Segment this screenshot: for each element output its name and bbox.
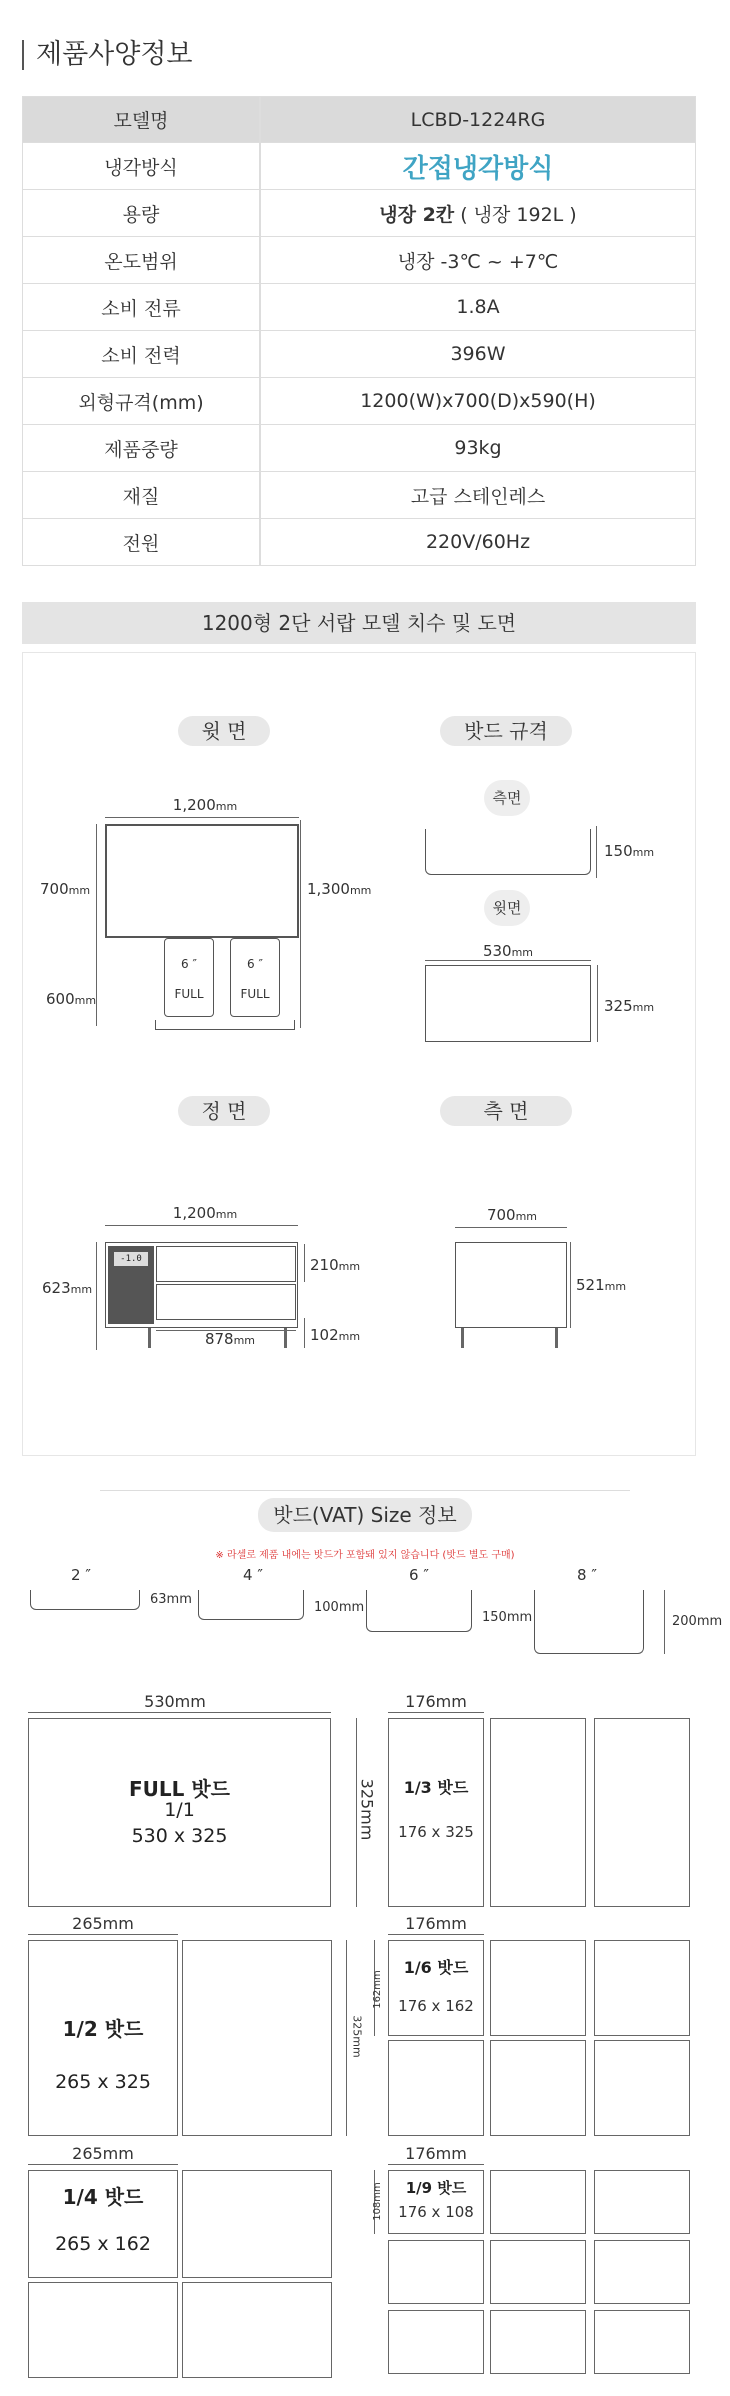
ninth-vat-dims: 176 x 108 bbox=[398, 2203, 474, 2221]
slot-label: FULL bbox=[174, 987, 204, 1001]
ninth-vat-name: 1/9 밧드 bbox=[405, 2179, 467, 2197]
side-height-label bbox=[604, 842, 654, 860]
spec-key: 재질 bbox=[22, 472, 260, 519]
dim-line bbox=[105, 817, 299, 818]
dim-line bbox=[28, 1712, 331, 1713]
top-total-label bbox=[307, 880, 371, 898]
control-panel bbox=[108, 1246, 154, 1324]
spec-value: 냉장 -3℃ ~ +7℃ bbox=[260, 237, 696, 284]
side-badge: 측면 bbox=[484, 780, 530, 816]
top-depth-label bbox=[46, 990, 96, 1008]
ninth-vat bbox=[490, 2310, 586, 2374]
unit: mm bbox=[74, 994, 97, 1007]
dim-line bbox=[96, 824, 97, 1026]
spec-header-row bbox=[22, 96, 696, 143]
spec-row bbox=[22, 331, 696, 378]
dim-line bbox=[597, 965, 598, 1042]
spec-row bbox=[22, 425, 696, 472]
dim-line bbox=[28, 1934, 178, 1935]
ninth-height: 108mm bbox=[371, 2182, 383, 2221]
dim-line bbox=[300, 820, 301, 1028]
vat-top-depth: 325 bbox=[604, 997, 633, 1015]
drawing-section-title: 1200형 2단 서랍 모델 치수 및 도면 bbox=[22, 602, 696, 644]
ninth-vat bbox=[594, 2310, 690, 2374]
dim-line bbox=[346, 1940, 347, 2136]
side-view-title: 측 면 bbox=[440, 1096, 572, 1126]
quarter-vat bbox=[182, 2170, 332, 2278]
spec-value bbox=[260, 190, 696, 237]
sixth-vat bbox=[388, 2040, 484, 2136]
quarter-vat bbox=[28, 2170, 178, 2278]
spec-value: 1.8A bbox=[260, 284, 696, 331]
full-vat-name: FULL 밧드 bbox=[129, 1777, 230, 1801]
ninth-vat bbox=[388, 2240, 484, 2304]
base bbox=[155, 1020, 295, 1030]
top-view-title: 윗 면 bbox=[178, 716, 270, 746]
spec-row bbox=[22, 237, 696, 284]
unit: mm bbox=[511, 946, 534, 959]
sixth-vat-dims: 176 x 162 bbox=[398, 1997, 474, 2015]
quarter-width: 265mm bbox=[72, 2144, 134, 2163]
spec-value: 고급 스테인레스 bbox=[260, 472, 696, 519]
spec-value: 1200(W)x700(D)x590(H) bbox=[260, 378, 696, 425]
quarter-vat bbox=[28, 2282, 178, 2378]
dim-line bbox=[388, 1934, 484, 1935]
spec-row bbox=[22, 190, 696, 237]
spec-key: 소비 전력 bbox=[22, 331, 260, 378]
unit: mm bbox=[338, 1260, 361, 1273]
drawer bbox=[156, 1284, 296, 1320]
spec-key: 외형규격(mm) bbox=[22, 378, 260, 425]
vat-info-title: 밧드(VAT) Size 정보 bbox=[258, 1498, 472, 1532]
spec-row bbox=[22, 378, 696, 425]
half-vat-dims: 265 x 325 bbox=[55, 2071, 151, 2093]
slot-size: 6 ″ bbox=[181, 957, 197, 971]
ninth-vat bbox=[388, 2170, 484, 2234]
third-width: 176mm bbox=[405, 1692, 467, 1711]
third-vat-name: 1/3 밧드 bbox=[403, 1778, 469, 1797]
drawer-height-label bbox=[310, 1256, 360, 1274]
quarter-vat bbox=[182, 2282, 332, 2378]
third-vat bbox=[594, 1718, 690, 1907]
unit: mm bbox=[215, 1208, 238, 1221]
third-vat-dims: 176 x 325 bbox=[398, 1823, 474, 1841]
vat-depth-shape bbox=[30, 1590, 140, 1610]
dim-line bbox=[596, 826, 597, 878]
vat-depth-size: 4 ″ bbox=[243, 1566, 263, 1584]
half-height: 325mm bbox=[350, 2015, 364, 2058]
ninth-vat bbox=[490, 2170, 586, 2234]
spec-key: 제품중량 bbox=[22, 425, 260, 472]
leg bbox=[555, 1328, 558, 1348]
half-width: 265mm bbox=[72, 1914, 134, 1933]
sixth-vat bbox=[490, 1940, 586, 2036]
dim-line bbox=[455, 1227, 567, 1228]
spec-value: LCBD-1224RG bbox=[260, 96, 696, 143]
dim-line bbox=[96, 1242, 97, 1350]
vat-slot bbox=[164, 938, 214, 1017]
temperature-display: -1.0 bbox=[114, 1252, 148, 1266]
half-vat-name: 1/2 밧드 bbox=[62, 2017, 144, 2041]
side-body bbox=[455, 1242, 567, 1328]
unit: mm bbox=[604, 1280, 627, 1293]
unit: mm bbox=[632, 1001, 655, 1014]
slot-label: FULL bbox=[240, 987, 270, 1001]
ninth-vat bbox=[594, 2240, 690, 2304]
leg-height-label bbox=[310, 1326, 360, 1344]
unit: mm bbox=[215, 800, 238, 813]
half-vat bbox=[182, 1940, 332, 2136]
front-height-label bbox=[42, 1279, 92, 1297]
spec-row bbox=[22, 284, 696, 331]
top-view-body bbox=[105, 824, 299, 938]
dim-line bbox=[304, 1244, 305, 1282]
unit: mm bbox=[349, 884, 372, 897]
vat-note: ※ 라셀로 제품 내에는 밧드가 포함돼 있지 않습니다 (밧드 별도 구매) bbox=[215, 1550, 515, 1561]
side-height-label bbox=[576, 1276, 626, 1294]
capacity-rest: ( 냉장 192L ) bbox=[454, 203, 577, 226]
quarter-vat-dims: 265 x 162 bbox=[55, 2233, 151, 2255]
ninth-vat bbox=[490, 2240, 586, 2304]
vat-top-width: 530 bbox=[482, 942, 512, 960]
unit: mm bbox=[515, 1210, 538, 1223]
dim-line bbox=[664, 1590, 665, 1654]
front-width: 1,200 bbox=[172, 1204, 216, 1222]
spec-key: 소비 전류 bbox=[22, 284, 260, 331]
top-width-label bbox=[458, 942, 558, 960]
capacity-bold: 냉장 2칸 bbox=[379, 203, 455, 226]
sixth-width: 176mm bbox=[405, 1914, 467, 1933]
leg bbox=[284, 1328, 287, 1348]
front-height: 623 bbox=[42, 1279, 71, 1297]
third-vat bbox=[490, 1718, 586, 1907]
sixth-height: 162mm bbox=[371, 1970, 383, 2009]
page-title: 제품사양정보 bbox=[22, 40, 193, 70]
third-vat bbox=[388, 1718, 484, 1907]
half-vat bbox=[28, 1940, 178, 2136]
depth-top: 700 bbox=[40, 880, 69, 898]
front-width-label bbox=[150, 1204, 260, 1222]
full-vat-ratio: 1/1 bbox=[164, 1799, 195, 1821]
drawer-height: 210 bbox=[310, 1256, 339, 1274]
spec-key: 온도범위 bbox=[22, 237, 260, 284]
spec-row bbox=[22, 519, 696, 566]
vat-depth-value: 63mm bbox=[150, 1592, 192, 1607]
leg-height: 102 bbox=[310, 1326, 339, 1344]
spec-table bbox=[22, 96, 696, 566]
dim-line bbox=[105, 1225, 298, 1226]
sixth-vat bbox=[490, 2040, 586, 2136]
vat-depth-size: 8 ″ bbox=[577, 1566, 597, 1584]
ninth-vat bbox=[388, 2310, 484, 2374]
spec-value: 396W bbox=[260, 331, 696, 378]
side-depth-label bbox=[462, 1206, 562, 1224]
top-badge: 윗면 bbox=[484, 890, 530, 926]
depth-bottom: 600 bbox=[46, 990, 75, 1008]
side-depth: 700 bbox=[486, 1206, 516, 1224]
drawer-width: 878 bbox=[204, 1330, 234, 1348]
ninth-width: 176mm bbox=[405, 2144, 467, 2163]
dim-line bbox=[304, 1318, 305, 1348]
divider bbox=[100, 1490, 630, 1491]
dim-line bbox=[28, 2164, 178, 2165]
vat-side-shape bbox=[425, 829, 591, 875]
drawer bbox=[156, 1246, 296, 1282]
dim-line bbox=[425, 960, 591, 961]
vat-depth-value: 150mm bbox=[482, 1610, 533, 1625]
top-depth-label bbox=[40, 880, 90, 898]
sixth-vat bbox=[594, 1940, 690, 2036]
dim-line bbox=[388, 2164, 484, 2165]
vat-slot bbox=[230, 938, 280, 1017]
spec-key: 용량 bbox=[22, 190, 260, 237]
spec-value: 220V/60Hz bbox=[260, 519, 696, 566]
side-height: 150 bbox=[604, 842, 633, 860]
leg bbox=[148, 1328, 151, 1348]
leg bbox=[461, 1328, 464, 1348]
front-view-title: 정 면 bbox=[178, 1096, 270, 1126]
spec-key: 전원 bbox=[22, 519, 260, 566]
full-vat bbox=[28, 1718, 331, 1907]
unit: mm bbox=[70, 1283, 93, 1296]
vat-depth-size: 6 ″ bbox=[409, 1566, 429, 1584]
spec-row bbox=[22, 143, 696, 190]
unit: mm bbox=[632, 846, 655, 859]
full-vat-dims: 530 x 325 bbox=[131, 1825, 228, 1847]
spec-value bbox=[260, 143, 696, 190]
unit: mm bbox=[233, 1334, 256, 1347]
vat-depth-value: 100mm bbox=[314, 1600, 365, 1615]
drawer-width-label bbox=[180, 1330, 280, 1348]
full-width: 530mm bbox=[144, 1692, 206, 1711]
slot-size: 6 ″ bbox=[247, 957, 263, 971]
total-depth: 1,300 bbox=[307, 880, 350, 898]
vat-spec-title: 밧드 규격 bbox=[440, 716, 572, 746]
spec-key: 모델명 bbox=[22, 96, 260, 143]
vat-depth-shape bbox=[198, 1590, 304, 1620]
ninth-vat bbox=[594, 2170, 690, 2234]
sixth-vat bbox=[388, 1940, 484, 2036]
side-height: 521 bbox=[576, 1276, 605, 1294]
full-height: 325mm bbox=[357, 1778, 377, 1841]
spec-row bbox=[22, 472, 696, 519]
sixth-vat-name: 1/6 밧드 bbox=[403, 1958, 469, 1977]
unit: mm bbox=[68, 884, 91, 897]
top-depth-label bbox=[604, 997, 654, 1015]
spec-key: 냉각방식 bbox=[22, 143, 260, 190]
spec-value: 93kg bbox=[260, 425, 696, 472]
quarter-vat-name: 1/4 밧드 bbox=[62, 2185, 144, 2209]
top-width: 1,200 bbox=[172, 796, 216, 814]
unit: mm bbox=[338, 1330, 361, 1343]
cooling-method-value: 간접냉각방식 bbox=[402, 153, 554, 184]
vat-depth-shape bbox=[534, 1590, 644, 1654]
top-width-label bbox=[150, 796, 260, 814]
dim-line bbox=[388, 1712, 484, 1713]
vat-depth-size: 2 ″ bbox=[71, 1566, 91, 1584]
sixth-vat bbox=[594, 2040, 690, 2136]
vat-depth-shape bbox=[366, 1590, 472, 1632]
vat-top-shape bbox=[425, 965, 591, 1042]
dim-line bbox=[570, 1242, 571, 1328]
vat-depth-value: 200mm bbox=[672, 1614, 723, 1629]
